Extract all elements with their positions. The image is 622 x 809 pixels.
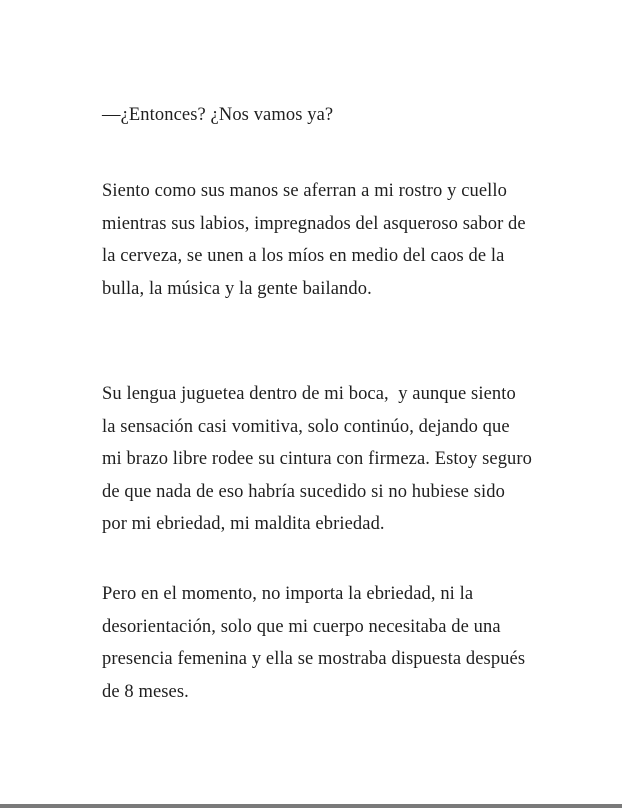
page-boundary-bar <box>0 804 622 808</box>
text-line: bulla, la música y la gente bailando. <box>102 278 372 299</box>
text-line: mi brazo libre rodee su cintura con firmeza. Estoy seguro <box>102 449 533 469</box>
paragraph-body <box>102 378 572 541</box>
text-line: desorientación, solo que mi cuerpo necesitaba de una <box>102 616 501 637</box>
text-line: de 8 meses. <box>102 681 189 702</box>
text-line: la cerveza, se unen a los míos en medio del caos de la <box>102 246 505 266</box>
text-line: de que nada de eso habría sucedido si no hubiese sido <box>102 481 505 502</box>
paragraph-body <box>102 578 572 708</box>
text-line: mientras sus labios, impregnados del asqueroso sabor de <box>102 213 526 234</box>
text-line: Siento como sus manos se aferran a mi rostro y cuello <box>102 181 508 201</box>
text-line: Pero en el momento, no importa la ebriedad, ni la <box>102 584 474 604</box>
text-line: por mi ebriedad, mi maldita ebriedad. <box>102 514 385 534</box>
text-line: presencia femenina y ella se mostraba dispuesta después <box>102 649 526 669</box>
text-line: —¿Entonces? ¿Nos vamos ya? <box>102 105 334 125</box>
paragraph-dialogue <box>102 99 572 132</box>
text-line: la sensación casi vomitiva, solo continúo, dejando que <box>102 416 510 437</box>
text-line: Su lengua juguetea dentro de mi boca, y aunque siento <box>102 384 516 404</box>
paragraph-body <box>102 175 572 305</box>
